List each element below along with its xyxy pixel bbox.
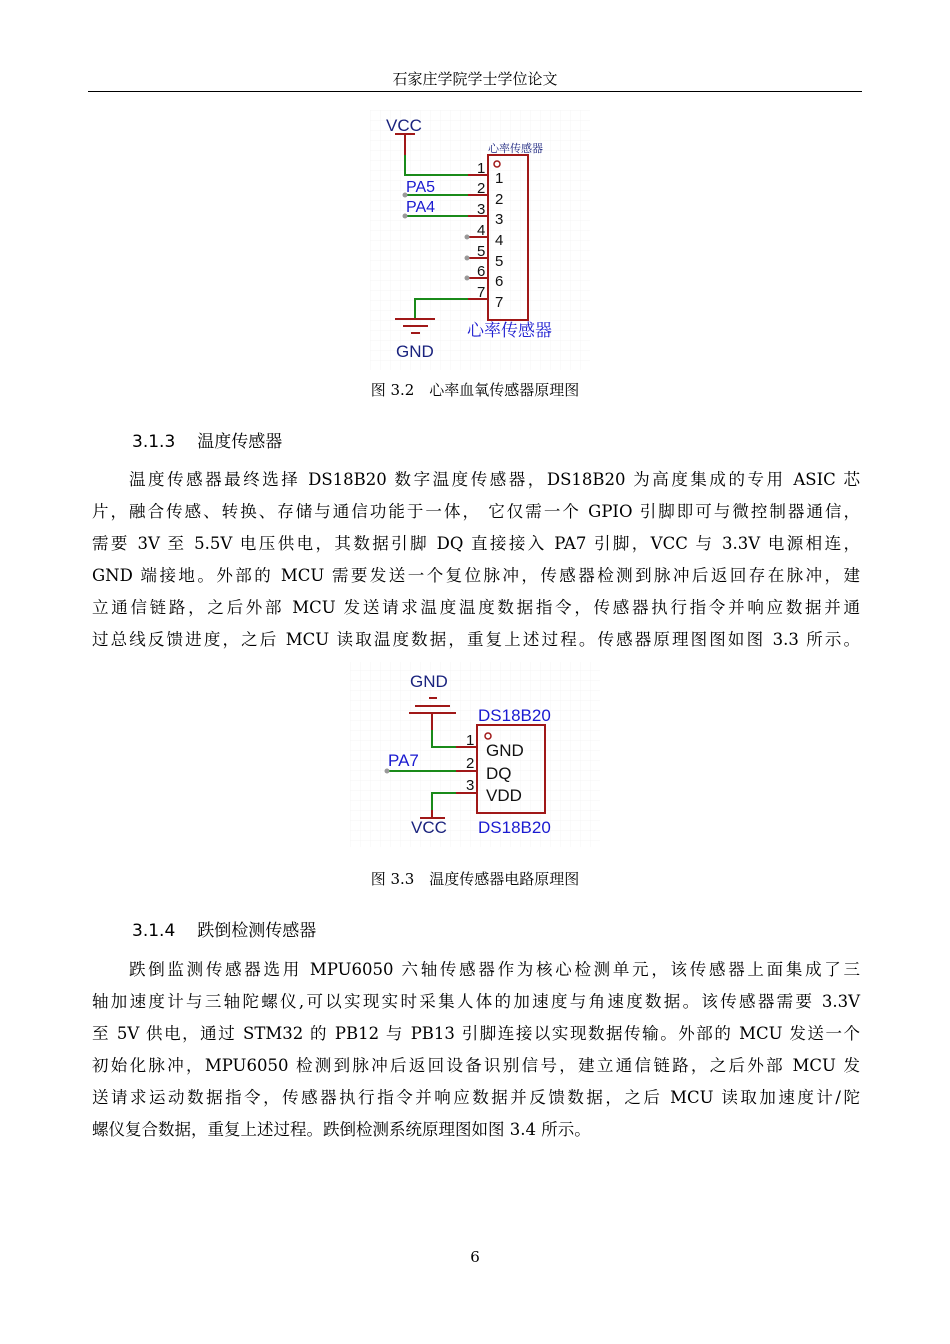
paragraph-line: 轴加速度计与三轴陀螺仪,可以实现实时采集人体的加速度与角速度数据。该传感器需要 3.3V [92,992,860,1011]
pin-number: 3 [477,201,486,218]
pin-number: 2 [495,191,504,208]
section-title: 温度传感器 [197,432,283,452]
vcc-label: VCC [386,116,422,135]
pin-number: 2 [477,180,486,197]
pin-name-dq: DQ [486,764,512,783]
pin-number: 7 [495,294,504,311]
page-header: 石家庄学院学士学位论文 [392,70,558,88]
header-rule [88,91,862,92]
paragraph-line: 过总线反馈进度，之后 MCU 读取温度数据，重复上述过程。传感器原理图图如图 3.3 所示。 [92,630,860,649]
part-name-top: 心率传感器 [488,143,543,155]
part-name-top: DS18B20 [478,706,551,725]
pin-number: 1 [495,170,504,187]
paragraph-line: 立通信链路，之后外部 MCU 发送请求温度温度数据指令，传感器执行指令并响应数据并通 [92,598,860,617]
gnd-label: GND [410,672,448,691]
pin-number: 4 [477,222,486,239]
page-number: 6 [470,1248,480,1266]
section-title: 跌倒检测传感器 [197,921,317,941]
part-name-bottom: DS18B20 [478,818,551,837]
paragraph-line: 需要 3V 至 5.5V 电压供电，其数据引脚 DQ 直接接入 PA7 引脚，VCC 与 3.3V 电源相连， [92,534,860,553]
gnd-label: GND [396,342,434,361]
pin-number: 5 [495,253,504,270]
temperature-sensor-schematic [350,662,600,847]
pin-number: 5 [477,243,486,260]
section-number: 3.1.4 [132,921,176,941]
pin-number: 3 [495,211,504,228]
figure-3-2-caption: 图 3.2 心率血氧传感器原理图 [370,381,580,399]
section-number: 3.1.3 [132,432,176,452]
pin-number: 1 [477,160,486,177]
section-heading-3-1-4 [132,916,338,941]
figure-3-3-caption: 图 3.3 温度传感器电路原理图 [370,870,580,888]
pin-number: 7 [477,284,486,301]
pin-name-vdd: VDD [486,786,522,805]
paragraph-line: 跌倒监测传感器选用 MPU6050 六轴传感器作为核心检测单元，该传感器上面集成了三 [129,960,860,979]
section-heading-3-1-3 [132,427,304,452]
pa7-label: PA7 [388,751,419,770]
pin-number: 6 [495,273,504,290]
vcc-label: VCC [411,818,447,837]
paragraph-line: 送请求运动数据指令，传感器执行指令并响应数据并反馈数据，之后 MCU 读取加速度计/陀 [92,1088,860,1107]
paragraph-line: 片，融合传感、转换、存储与通信功能于一体， 它仅需一个 GPIO 引脚即可与微控制器通信， [92,502,860,521]
part-name-bottom: 心率传感器 [467,321,552,340]
pa5-label: PA5 [406,179,436,196]
paragraph-line: 初始化脉冲，MPU6050 检测到脉冲后返回设备识别信号，建立通信链路，之后外部 MCU 发 [92,1056,860,1075]
pin-number: 3 [466,777,475,794]
pin-number: 1 [466,732,475,749]
pin-number: 2 [466,755,475,772]
paragraph-line: 温度传感器最终选择 DS18B20 数字温度传感器，DS18B20 为高度集成的专用 ASIC 芯 [129,470,860,489]
pa4-label: PA4 [406,199,436,216]
paragraph-line: 螺仪复合数据，重复上述过程。跌倒检测系统原理图如图 3.4 所示。 [92,1120,591,1139]
paragraph-line: 至 5V 供电，通过 STM32 的 PB12 与 PB13 引脚连接以实现数据传输。外部的 MCU 发送一个 [92,1024,860,1043]
pin-number: 6 [477,263,486,280]
heart-rate-sensor-schematic [370,110,590,370]
pin-number: 4 [495,232,504,249]
paragraph-line: GND 端接地。外部的 MCU 需要发送一个复位脉冲，传感器检测到脉冲后返回存在脉冲，建 [92,566,860,585]
pin-name-gnd: GND [486,741,524,760]
